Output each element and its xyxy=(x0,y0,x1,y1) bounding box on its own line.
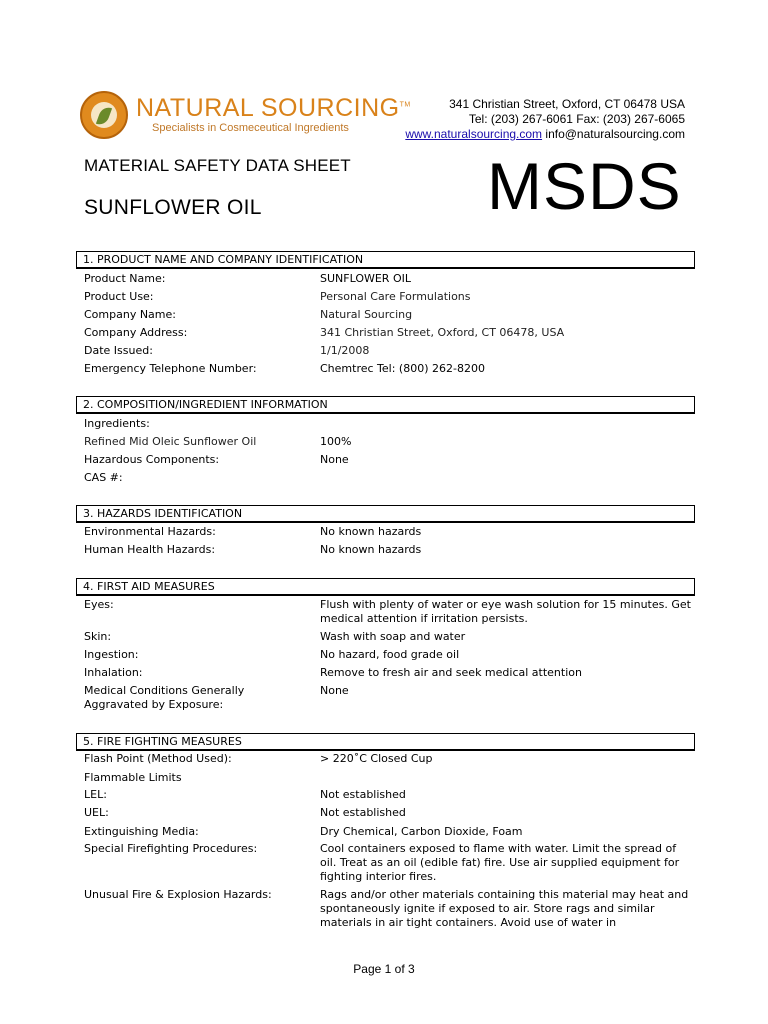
row-label: Inhalation: xyxy=(84,666,143,679)
row-label: LEL: xyxy=(84,788,107,801)
section-header-5 xyxy=(76,733,695,751)
section-title: 5. FIRE FIGHTING MEASURES xyxy=(83,735,242,748)
row-value: 341 Christian Street, Oxford, CT 06478, USA xyxy=(320,326,565,339)
company-address: 341 Christian Street, Oxford, CT 06478 USA xyxy=(449,97,685,111)
section-title: 2. COMPOSITION/INGREDIENT INFORMATION xyxy=(83,398,328,411)
row-label: Flammable Limits xyxy=(84,771,182,784)
row-label: Company Address: xyxy=(84,326,188,339)
row-label: Eyes: xyxy=(84,598,114,611)
section-header-4 xyxy=(76,578,695,596)
row-label: CAS #: xyxy=(84,471,123,484)
row-value: SUNFLOWER OIL xyxy=(320,272,411,285)
contact-block xyxy=(405,97,685,142)
product-title: SUNFLOWER OIL xyxy=(84,196,262,219)
msds-label: MSDS xyxy=(487,149,682,223)
row-label: Emergency Telephone Number: xyxy=(84,362,257,375)
logo-seal-icon xyxy=(80,91,128,139)
phone-fax: Tel: (203) 267-6061 Fax: (203) 267-6065 xyxy=(468,112,685,126)
row-label: Unusual Fire & Explosion Hazards: xyxy=(84,888,272,901)
logo-name: NATURAL SOURCING™ xyxy=(136,94,411,122)
row-value: Natural Sourcing xyxy=(320,308,413,321)
row-value: Dry Chemical, Carbon Dioxide, Foam xyxy=(320,825,523,838)
row-label: Refined Mid Oleic Sunflower Oil xyxy=(84,435,257,448)
email-text: info@naturalsourcing.com xyxy=(545,127,685,141)
row-value: None xyxy=(320,684,349,697)
row-label: Special Firefighting Procedures: xyxy=(84,842,258,855)
row-value: Wash with soap and water xyxy=(320,630,466,643)
row-value: No known hazards xyxy=(320,543,422,556)
row-label: Medical Conditions Generally Aggravated by Exposure: xyxy=(84,684,245,711)
row-value: 100% xyxy=(320,435,352,448)
row-label: Environmental Hazards: xyxy=(84,525,216,538)
row-value: Flush with plenty of water or eye wash solution for 15 minutes. Get medical attention if irritation persists. xyxy=(320,598,691,625)
row-label: Human Health Hazards: xyxy=(84,543,216,556)
section-header-1 xyxy=(76,251,695,269)
row-value: Not established xyxy=(320,788,406,801)
web-email-line xyxy=(405,127,685,142)
row-label: Hazardous Components: xyxy=(84,453,220,466)
row-label: Ingestion: xyxy=(84,648,139,661)
row-value: Personal Care Formulations xyxy=(320,290,471,303)
row-value: Cool containers exposed to flame with water. Limit the spread of oil. Treat as an oil (edible fat) fire. Use air supplied equipment for fighting interior fires. xyxy=(320,842,680,883)
page-number: Page 1 of 3 xyxy=(353,962,415,976)
row-label: UEL: xyxy=(84,806,109,819)
row-value: None xyxy=(320,453,349,466)
row-label: Product Name: xyxy=(84,272,166,285)
row-label: Ingredients: xyxy=(84,417,150,430)
row-label: Product Use: xyxy=(84,290,154,303)
section-title: 1. PRODUCT NAME AND COMPANY IDENTIFICATION xyxy=(83,253,364,266)
section-header-2 xyxy=(76,396,695,414)
document-title: MATERIAL SAFETY DATA SHEET xyxy=(84,156,351,175)
row-label: Flash Point (Method Used): xyxy=(84,752,232,765)
row-value: No hazard, food grade oil xyxy=(320,648,460,661)
company-logo xyxy=(80,91,411,141)
row-label: Company Name: xyxy=(84,308,176,321)
section-title: 3. HAZARDS IDENTIFICATION xyxy=(83,507,243,520)
row-value: Not established xyxy=(320,806,406,819)
section-title: 4. FIRST AID MEASURES xyxy=(83,580,215,593)
row-value: 1/1/2008 xyxy=(320,344,370,357)
row-label: Skin: xyxy=(84,630,112,643)
row-value: Remove to fresh air and seek medical attention xyxy=(320,666,582,679)
row-value: Chemtrec Tel: (800) 262-8200 xyxy=(320,362,485,375)
row-label: Extinguishing Media: xyxy=(84,825,199,838)
logo-tagline: Specialists in Cosmeceutical Ingredients xyxy=(152,122,349,134)
website-link[interactable]: www.naturalsourcing.com xyxy=(405,127,543,141)
row-value: Rags and/or other materials containing this material may heat and spontaneously ignite if exposed to air. Store rags and similar materials in air tight containers. Avoid use of water in xyxy=(320,888,689,929)
row-label: Date Issued: xyxy=(84,344,153,357)
row-value: > 220˚C Closed Cup xyxy=(320,752,433,765)
section-header-3 xyxy=(76,505,695,523)
row-value: No known hazards xyxy=(320,525,422,538)
